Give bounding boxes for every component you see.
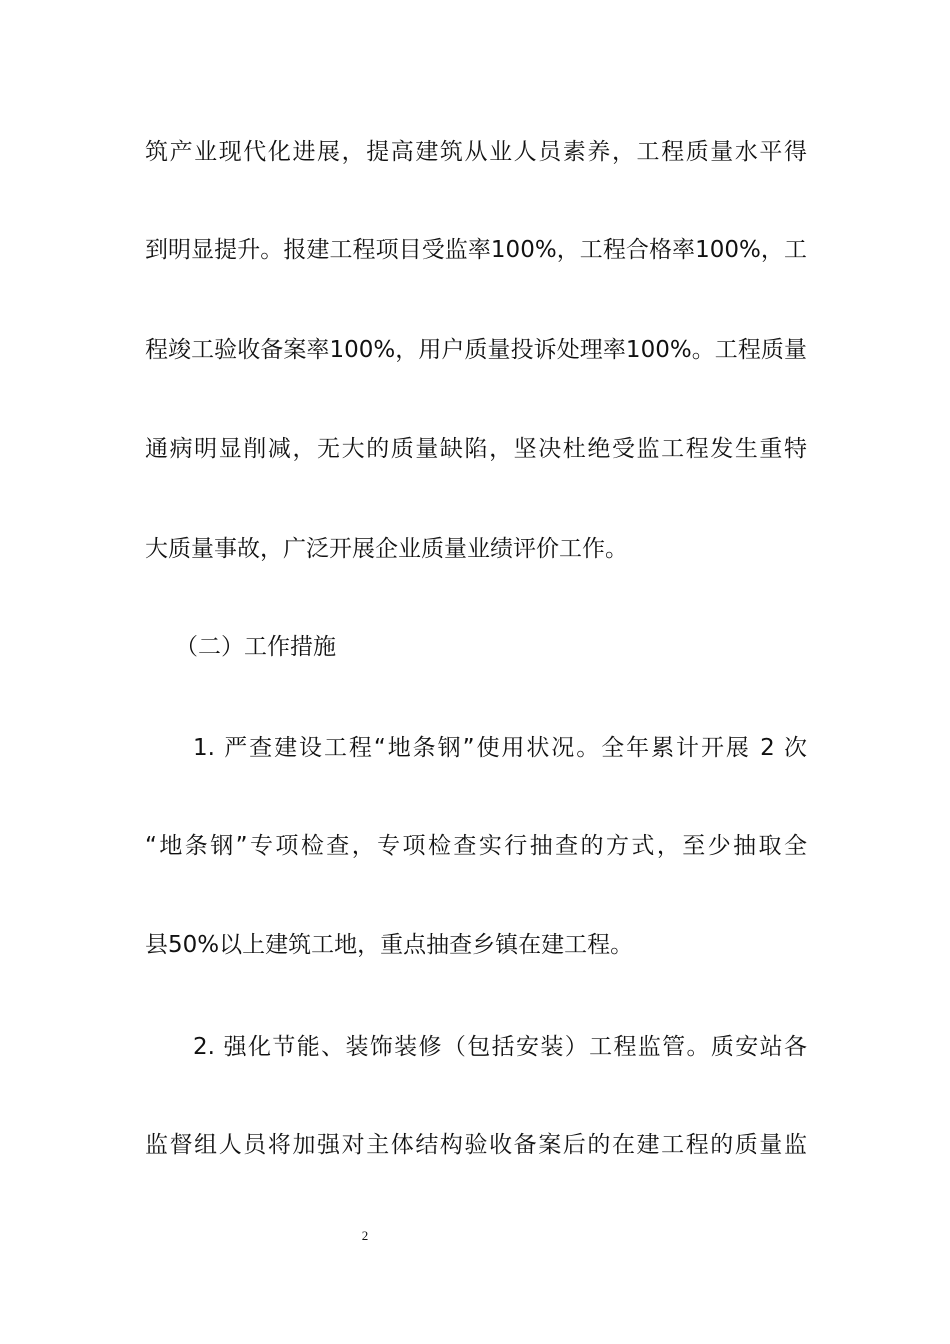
measure-item-1-line: 县50%以上建筑工地，重点抽查乡镇在建工程。 [145, 932, 634, 958]
measure-item-2-line: 2. 强化节能、装饰装修（包括安装）工程监管。质安站各 [193, 1034, 807, 1060]
paragraph-line: 筑产业现代化进展，提高建筑从业人员素养，工程质量水平得 [145, 139, 807, 165]
paragraph-line: 到明显提升。报建工程项目受监率100%，工程合格率100%，工 [145, 237, 807, 263]
measure-item-1-line: “地条钢”专项检查，专项检查实行抽查的方式，至少抽取全 [145, 833, 807, 859]
paragraph-line: 通病明显削减，无大的质量缺陷，坚决杜绝受监工程发生重特 [145, 436, 807, 462]
measure-item-1-line: 1. 严查建设工程“地条钢”使用状况。全年累计开展 2 次 [193, 735, 807, 761]
section-heading: （二）工作措施 [175, 634, 336, 660]
paragraph-line: 程竣工验收备案率100%，用户质量投诉处理率100%。工程质量 [145, 337, 807, 363]
paragraph-line: 大质量事故，广泛开展企业质量业绩评价工作。 [145, 536, 628, 562]
measure-item-2-line: 监督组人员将加强对主体结构验收备案后的在建工程的质量监 [145, 1132, 807, 1158]
page-number: 2 [361, 1228, 369, 1243]
